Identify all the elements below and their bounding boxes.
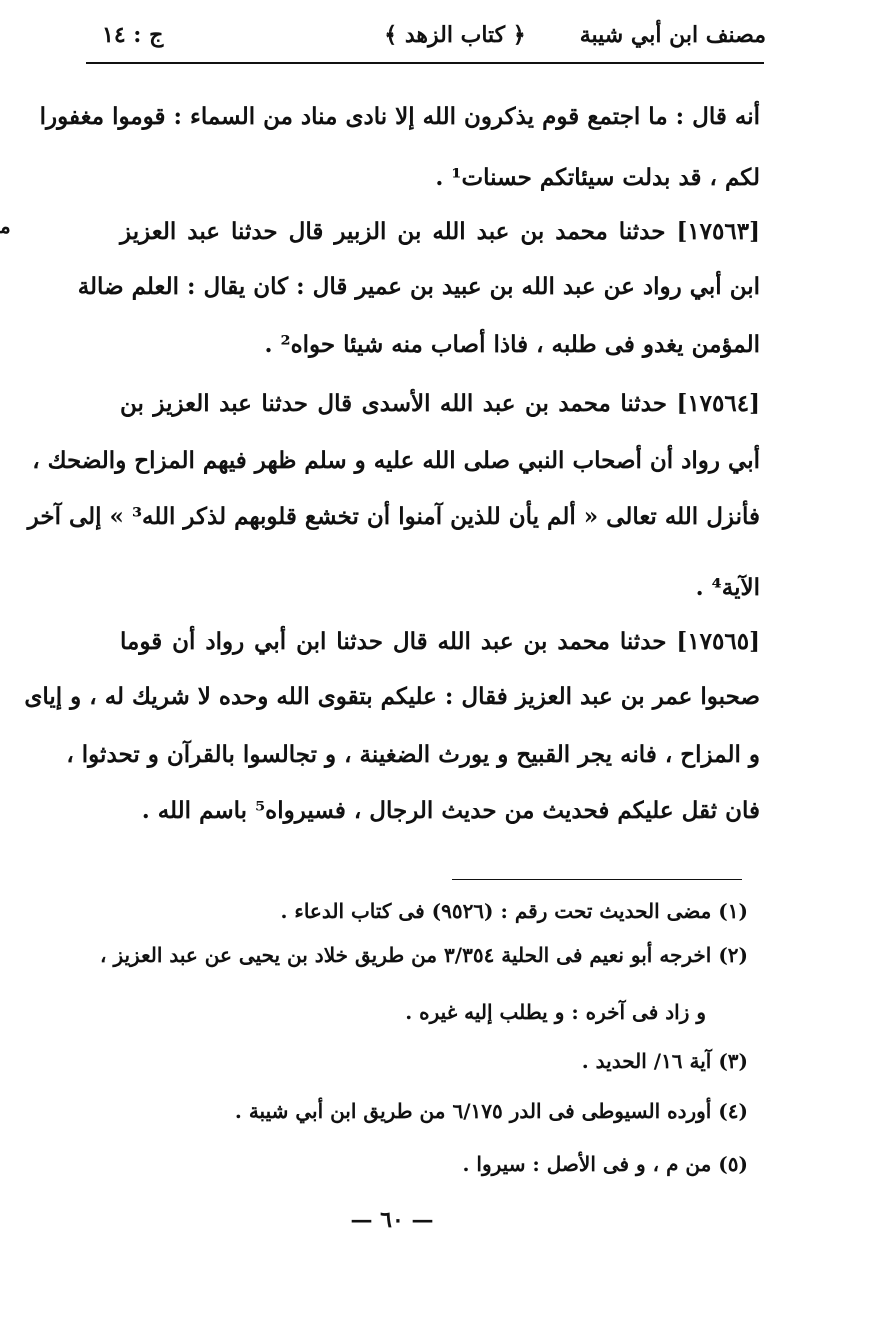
footnote-2-continued: و زاد فى آخره : و يطلب إليه غيره .: [405, 1000, 706, 1024]
hadith-17565-line-1: [١٧٥٦٥] حدثنا محمد بن عبد الله قال حدثنا ابن أبي رواد أن قوما: [120, 628, 760, 655]
header-divider: [86, 62, 764, 64]
footnote-1: (١) مضى الحديث تحت رقم : (٩٥٢٦) فى كتاب الدعاء .: [280, 899, 748, 923]
footnote-2: (٢) اخرجه أبو نعيم فى الحلية ٣/٣٥٤ من طريق خلاد بن يحيى عن عبد العزيز ،: [100, 943, 748, 967]
text-line-8: فأنزل الله تعالى « ألم يأن للذين آمنوا أن تخشع قلوبهم لذكر الله³ » إلى آخر: [27, 503, 760, 530]
book-title: مصنف ابن أبي شيبة: [579, 22, 766, 48]
footnote-divider: [452, 879, 742, 880]
text-line-7: أبي رواد أن أصحاب النبي صلى الله عليه و سلم ظهر فيهم المزاح والضحك ،: [32, 447, 760, 474]
hadith-17564-line-1: [١٧٥٦٤] حدثنا محمد بن عبد الله الأسدى قال حدثنا عبد العزيز بن: [120, 390, 760, 417]
margin-mark: ﻣ: [0, 214, 11, 238]
volume-number: ج : ١٤: [102, 22, 164, 48]
footnote-4: (٤) أورده السيوطى فى الدر ٦/١٧٥ من طريق ابن أبي شيبة .: [234, 1099, 748, 1123]
text-line-11: صحبوا عمر بن عبد العزيز فقال : عليكم بتقوى الله وحده لا شريك له ، و إياى: [24, 683, 760, 710]
text-line-9: الآية⁴ .: [695, 574, 760, 601]
text-line-1: أنه قال : ما اجتمع قوم يذكرون الله إلا نادى مناد من السماء : قوموا مغفورا: [39, 103, 760, 130]
footnote-3: (٣) آية ١٦/ الحديد .: [581, 1049, 748, 1073]
footnote-5: (٥) من م ، و فى الأصل : سيروا .: [462, 1152, 748, 1176]
text-line-13: فان ثقل عليكم فحديث من حديث الرجال ، فسيرواه⁵ باسم الله .: [141, 797, 760, 824]
chapter-title: ﴿ كتاب الزهد ﴾: [384, 22, 526, 48]
text-line-12: و المزاح ، فانه يجر القبيح و يورث الضغينة ، و تجالسوا بالقرآن و تحدثوا ،: [66, 741, 760, 768]
page-number: — ٦٠ —: [350, 1207, 434, 1233]
hadith-17563-line-1: [١٧٥٦٣] حدثنا محمد بن عبد الله بن الزبير قال حدثنا عبد العزيز: [120, 218, 760, 245]
text-line-2: لكم ، قد بدلت سيئاتكم حسنات¹ .: [435, 164, 760, 191]
text-line-4: ابن أبي رواد عن عبد الله بن عبيد بن عمير قال : كان يقال : العلم ضالة: [77, 273, 760, 300]
text-line-5: المؤمن يغدو فى طلبه ، فاذا أصاب منه شيئا حواه² .: [264, 331, 760, 358]
